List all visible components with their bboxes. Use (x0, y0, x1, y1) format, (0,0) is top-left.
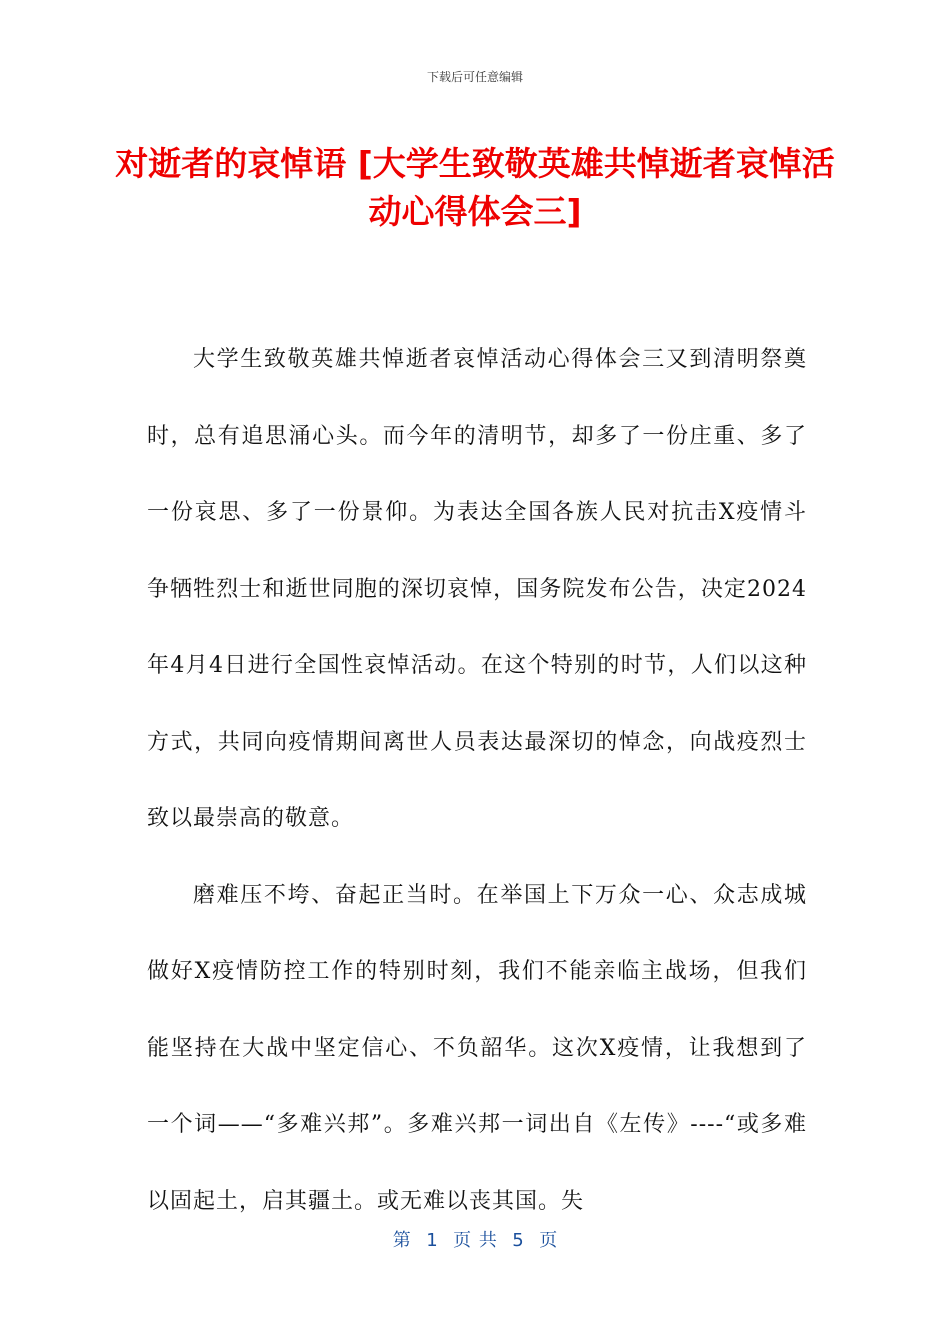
paragraph-1: 大学生致敬英雄共悼逝者哀悼活动心得体会三又到清明祭奠时，总有追思涌心头。而今年的清明节，却多了一份庄重、多了一份哀思、多了一份景仰。为表达全国各族人民对抗击X疫情斗争牺牲烈士和逝世同胞的深切哀悼，国务院发布公告，决定2024年4月4日进行全国性哀悼活动。在这个特别的时节，人们以这种方式，共同向疫情期间离世人员表达最深切的悼念，向战疫烈士致以最崇高的敬意。 (147, 347, 807, 831)
document-title: 对逝者的哀悼语 [大学生致敬英雄共悼逝者哀悼活动心得体会三] (115, 144, 835, 231)
page-footer (0, 1226, 950, 1252)
header-note: 下载后可任意编辑 (426, 70, 523, 84)
paragraph-2: 磨难压不垮、奋起正当时。在举国上下万众一心、众志成城做好X疫情防控工作的特别时刻，我们不能亲临主战场，但我们能坚持在大战中坚定信心、不负韶华。这次X疫情，让我想到了一个词——“多难兴邦”。多难兴邦一词出自《左传》----“或多难以固起土，启其疆土。或无难以丧其国。失 (147, 882, 807, 1214)
document-body (147, 322, 807, 1240)
page-number: 第 1 页 共 5 页 (392, 1230, 558, 1251)
